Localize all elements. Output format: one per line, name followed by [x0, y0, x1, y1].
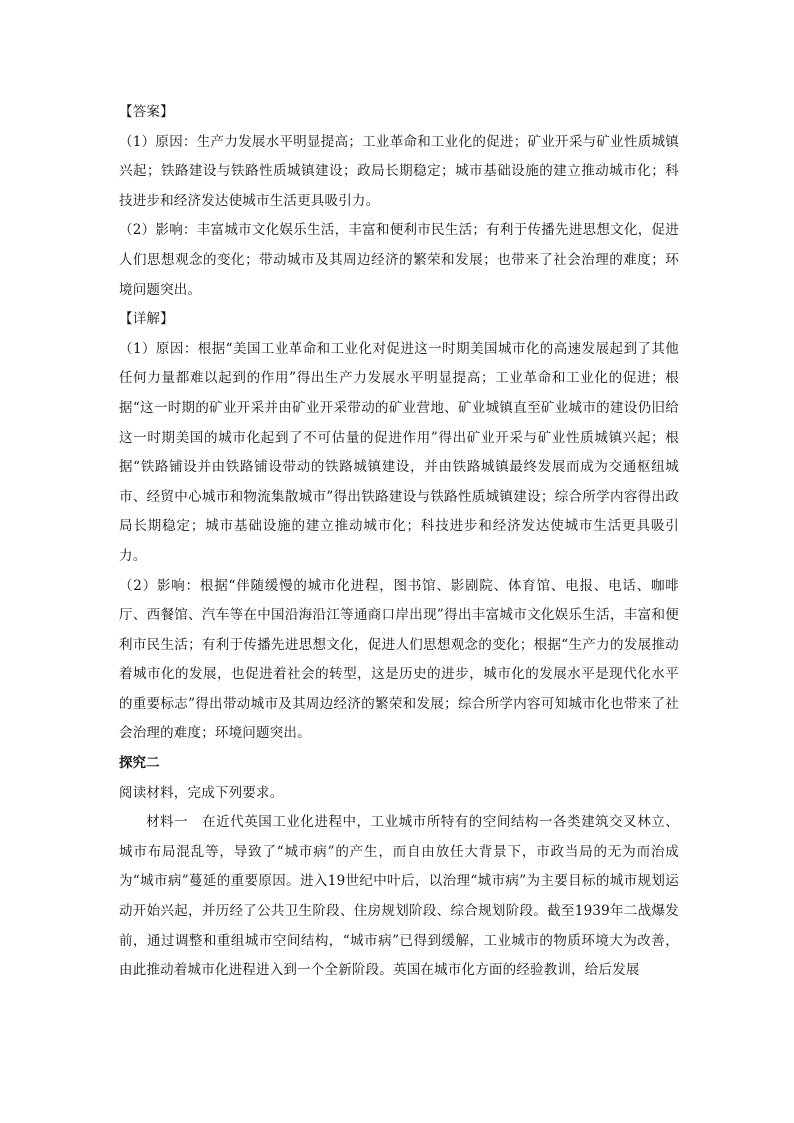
- document-page: [119, 98, 679, 986]
- detail-heading: 【详解】: [119, 311, 174, 328]
- section-instruction: 阅读材料，完成下列要求。: [119, 784, 284, 801]
- detail-item-1: （1）原因：根据“美国工业革命和工业化对促进这一时期美国城市化的高速发展起到了其他任何力量都难以起到的作用”得出生产力发展水平明显提高；工业革命和工业化的促进；根据“这一时期的矿业开采并由矿业开采带动的矿业营地、矿业城镇直至矿业城市的建设仍旧给这一时期美国的城市化起到了不可估量的促进作用”得出矿业开采与矿业性质城镇兴起；根据“铁路铺设并由铁路铺设带动的铁路城镇建设，并由铁路城镇最终发展而成为交通枢纽城市、经贸中心城市和物流集散城市”得出铁路建设与铁路性质城镇建设；综合所学内容得出政局长期稳定；城市基础设施的建立推动城市化；科技进步和经济发达使城市生活更具吸引力。: [119, 340, 679, 564]
- answer-item-2: （2）影响：丰富城市文化娱乐生活，丰富和便利市民生活；有利于传播先进思想文化，促进人们思想观念的变化；带动城市及其周边经济的繁荣和发展；也带来了社会治理的难度；环境问题突出。: [119, 222, 679, 298]
- section-heading: 探究二: [119, 755, 160, 772]
- detail-item-2: （2）影响：根据“伴随缓慢的城市化进程，图书馆、影剧院、体育馆、电报、电话、咖啡厅、西餐馆、汽车等在中国沿海沿江等通商口岸出现”得出丰富城市文化娱乐生活，丰富和便利市民生活；有利于传播先进思想文化，促进人们思想观念的变化；根据“生产力的发展推动着城市化的发展，也促进着社会的转型，这是历史的进步，城市化的发展水平是现代化水平的重要标志”得出带动城市及其周边经济的繁荣和发展；综合所学内容可知城市化也带来了社会治理的难度；环境问题突出。: [119, 577, 679, 742]
- answer-heading: 【答案】: [119, 104, 174, 120]
- material-one: 材料一 在近代英国工业化进程中，工业城市所特有的空间结构一各类建筑交叉林立、城市布局混乱等，导致了“城市病”的产生，而自由放任大背景下，市政当局的无为而治成为“城市病”蔓延的重要原因。进入19世纪中叶后，以治理“城市病”为主要目标的城市规划运动开始兴起，并历经了公共卫生阶段、住房规划阶段、综合规划阶段。截至1939年二战爆发前，通过调整和重组城市空间结构，“城市病”已得到缓解，工业城市的物质环境大为改善，由此推动着城市化进程进入到一个全新阶段。英国在城市化方面的经验教训，给后发展: [119, 814, 679, 979]
- answer-item-1: （1）原因：生产力发展水平明显提高；工业革命和工业化的促进；矿业开采与矿业性质城镇兴起；铁路建设与铁路性质城镇建设；政局长期稳定；城市基础设施的建立推动城市化；科技进步和经济发达使城市生活更具吸引力。: [119, 133, 679, 209]
